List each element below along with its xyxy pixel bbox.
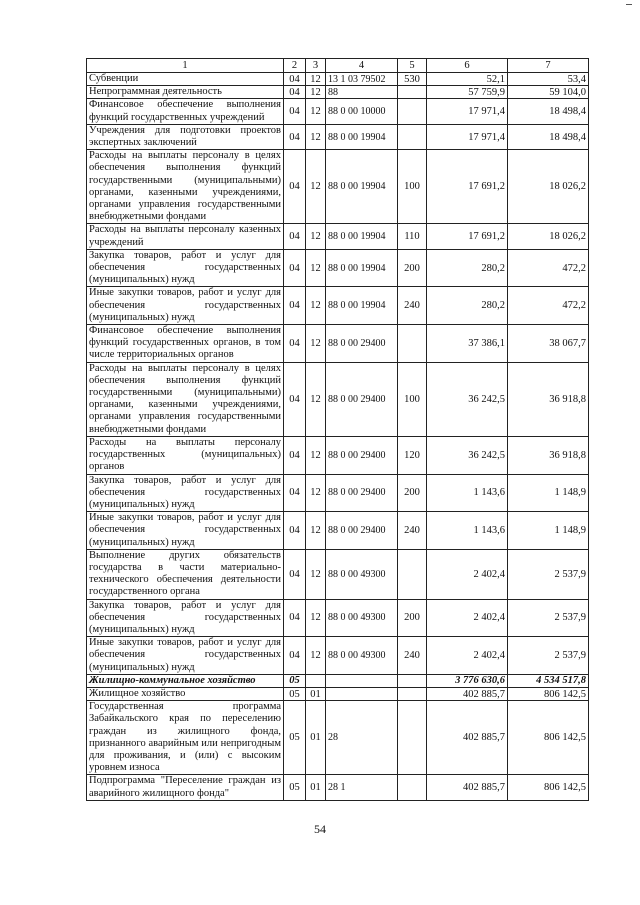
row-cell-c5: 200 xyxy=(398,249,427,287)
table-row xyxy=(87,86,589,99)
row-label: Государственная программа Забайкальского края по переселению граждан из жилищного фонда, признанного аварийным или непригодным для проживания, и (или) с высоким уровнем износа xyxy=(87,701,284,775)
row-cell-c4: 28 xyxy=(326,701,398,775)
row-cell-c7: 53,4 xyxy=(508,73,589,86)
row-cell-c5 xyxy=(398,99,427,124)
row-cell-c5: 110 xyxy=(398,224,427,249)
row-cell-c4: 88 0 00 29400 xyxy=(326,512,398,550)
row-cell-c6: 36 242,5 xyxy=(427,362,508,436)
row-cell-c7: 59 104,0 xyxy=(508,86,589,99)
row-cell-c2: 05 xyxy=(284,701,306,775)
table-row xyxy=(87,775,589,800)
row-cell-c6: 17 691,2 xyxy=(427,150,508,224)
row-label: Расходы на выплаты персоналу казенных учреждений xyxy=(87,224,284,249)
row-cell-c5: 100 xyxy=(398,150,427,224)
row-label: Финансовое обеспечение выполнения функций государственных учреждений xyxy=(87,99,284,124)
row-cell-c7: 2 537,9 xyxy=(508,599,589,637)
row-cell-c6: 402 885,7 xyxy=(427,775,508,800)
row-label: Расходы на выплаты персоналу в целях обеспечения выполнения функций государственными (муниципальными) органами, казенными учреждениями, органами управления государственными внебюджетными фондами xyxy=(87,150,284,224)
row-cell-c6: 37 386,1 xyxy=(427,325,508,363)
row-cell-c2: 04 xyxy=(284,474,306,512)
row-cell-c3: 12 xyxy=(306,99,326,124)
row-cell-c6: 17 971,4 xyxy=(427,99,508,124)
row-cell-c3: 12 xyxy=(306,86,326,99)
row-cell-c7: 18 026,2 xyxy=(508,150,589,224)
row-cell-c3: 12 xyxy=(306,124,326,149)
row-cell-c2: 04 xyxy=(284,549,306,599)
row-cell-c3: 12 xyxy=(306,249,326,287)
row-cell-c5: 240 xyxy=(398,512,427,550)
row-label: Субвенции xyxy=(87,73,284,86)
row-cell-c6: 57 759,9 xyxy=(427,86,508,99)
col-header: 2 xyxy=(284,59,306,73)
row-cell-c4: 88 0 00 49300 xyxy=(326,599,398,637)
col-header: 6 xyxy=(427,59,508,73)
row-cell-c7: 18 498,4 xyxy=(508,99,589,124)
table-body xyxy=(87,73,589,801)
col-header: 1 xyxy=(87,59,284,73)
row-cell-c5 xyxy=(398,687,427,700)
row-cell-c7: 1 148,9 xyxy=(508,512,589,550)
row-cell-c2: 04 xyxy=(284,150,306,224)
row-cell-c2: 04 xyxy=(284,637,306,675)
row-label: Учреждения для подготовки проектов экспертных заключений xyxy=(87,124,284,149)
row-cell-c4: 88 xyxy=(326,86,398,99)
row-label: Иные закупки товаров, работ и услуг для обеспечения государственных (муниципальных) нужд xyxy=(87,287,284,325)
table-header xyxy=(87,59,589,73)
row-cell-c3: 12 xyxy=(306,512,326,550)
row-cell-c6: 402 885,7 xyxy=(427,687,508,700)
row-cell-c4 xyxy=(326,687,398,700)
row-cell-c7: 38 067,7 xyxy=(508,325,589,363)
table-row xyxy=(87,474,589,512)
row-cell-c3: 12 xyxy=(306,150,326,224)
row-cell-c6: 52,1 xyxy=(427,73,508,86)
row-label: Жилищно-коммунальное хозяйство xyxy=(87,674,284,687)
row-label: Расходы на выплаты персоналу государственных (муниципальных) органов xyxy=(87,436,284,474)
row-cell-c3: 12 xyxy=(306,287,326,325)
row-cell-c6: 36 242,5 xyxy=(427,436,508,474)
row-cell-c4: 13 1 03 79502 xyxy=(326,73,398,86)
row-cell-c5: 240 xyxy=(398,637,427,675)
page-number: 54 xyxy=(314,822,326,836)
row-cell-c5: 100 xyxy=(398,362,427,436)
row-cell-c5 xyxy=(398,549,427,599)
row-cell-c5: 200 xyxy=(398,474,427,512)
row-cell-c2: 04 xyxy=(284,287,306,325)
col-header: 5 xyxy=(398,59,427,73)
table-row xyxy=(87,674,589,687)
row-cell-c6: 2 402,4 xyxy=(427,599,508,637)
row-cell-c7: 1 148,9 xyxy=(508,474,589,512)
row-label: Подпрограмма "Переселение граждан из аварийного жилищного фонда" xyxy=(87,775,284,800)
row-label: Жилищное хозяйство xyxy=(87,687,284,700)
row-cell-c3: 12 xyxy=(306,436,326,474)
row-cell-c7: 18 026,2 xyxy=(508,224,589,249)
table-row xyxy=(87,287,589,325)
row-cell-c5 xyxy=(398,86,427,99)
row-cell-c6: 280,2 xyxy=(427,287,508,325)
row-cell-c6: 2 402,4 xyxy=(427,637,508,675)
row-cell-c7: 4 534 517,8 xyxy=(508,674,589,687)
row-cell-c2: 04 xyxy=(284,249,306,287)
col-header: 7 xyxy=(508,59,589,73)
row-cell-c7: 806 142,5 xyxy=(508,775,589,800)
row-cell-c2: 04 xyxy=(284,124,306,149)
row-cell-c7: 2 537,9 xyxy=(508,549,589,599)
table-row xyxy=(87,224,589,249)
row-label: Иные закупки товаров, работ и услуг для обеспечения государственных (муниципальных) нужд xyxy=(87,637,284,675)
table-row xyxy=(87,637,589,675)
row-cell-c4: 88 0 00 29400 xyxy=(326,362,398,436)
row-label: Финансовое обеспечение выполнения функций государственных органов, в том числе территориальных органов xyxy=(87,325,284,363)
row-cell-c5 xyxy=(398,674,427,687)
row-label: Выполнение других обязательств государства в части материально-технического обеспечения деятельности государственного органа xyxy=(87,549,284,599)
row-cell-c4: 88 0 00 49300 xyxy=(326,637,398,675)
col-header: 3 xyxy=(306,59,326,73)
row-label: Закупка товаров, работ и услуг для обеспечения государственных (муниципальных) нужд xyxy=(87,474,284,512)
row-cell-c3: 12 xyxy=(306,325,326,363)
row-cell-c4: 88 0 00 19904 xyxy=(326,124,398,149)
row-cell-c6: 17 971,4 xyxy=(427,124,508,149)
row-cell-c3: 12 xyxy=(306,637,326,675)
row-cell-c5 xyxy=(398,701,427,775)
row-cell-c6: 280,2 xyxy=(427,249,508,287)
table-row xyxy=(87,73,589,86)
row-cell-c4: 28 1 xyxy=(326,775,398,800)
row-cell-c5 xyxy=(398,325,427,363)
col-header: 4 xyxy=(326,59,398,73)
row-cell-c7: 2 537,9 xyxy=(508,637,589,675)
table-row xyxy=(87,436,589,474)
row-cell-c6: 1 143,6 xyxy=(427,512,508,550)
row-cell-c3: 01 xyxy=(306,701,326,775)
row-cell-c4 xyxy=(326,674,398,687)
row-cell-c5: 530 xyxy=(398,73,427,86)
row-cell-c6: 402 885,7 xyxy=(427,701,508,775)
row-cell-c5 xyxy=(398,775,427,800)
row-cell-c3: 01 xyxy=(306,775,326,800)
row-cell-c2: 05 xyxy=(284,775,306,800)
row-cell-c2: 04 xyxy=(284,599,306,637)
row-cell-c5: 240 xyxy=(398,287,427,325)
row-cell-c4: 88 0 00 19904 xyxy=(326,249,398,287)
row-cell-c7: 806 142,5 xyxy=(508,687,589,700)
row-cell-c4: 88 0 00 49300 xyxy=(326,549,398,599)
row-cell-c4: 88 0 00 29400 xyxy=(326,436,398,474)
row-cell-c2: 04 xyxy=(284,362,306,436)
row-cell-c7: 472,2 xyxy=(508,249,589,287)
row-cell-c4: 88 0 00 19904 xyxy=(326,224,398,249)
row-cell-c5: 200 xyxy=(398,599,427,637)
row-cell-c4: 88 0 00 10000 xyxy=(326,99,398,124)
budget-table xyxy=(86,58,589,801)
row-cell-c3 xyxy=(306,674,326,687)
row-cell-c5: 120 xyxy=(398,436,427,474)
table-row xyxy=(87,701,589,775)
row-cell-c3: 12 xyxy=(306,549,326,599)
row-cell-c7: 18 498,4 xyxy=(508,124,589,149)
row-cell-c6: 17 691,2 xyxy=(427,224,508,249)
row-cell-c3: 12 xyxy=(306,474,326,512)
row-cell-c4: 88 0 00 19904 xyxy=(326,150,398,224)
row-cell-c2: 04 xyxy=(284,436,306,474)
row-cell-c7: 36 918,8 xyxy=(508,436,589,474)
row-cell-c2: 04 xyxy=(284,86,306,99)
row-cell-c7: 806 142,5 xyxy=(508,701,589,775)
row-label: Расходы на выплаты персоналу в целях обеспечения выполнения функций государственными (муниципальными) органами, казенными учреждениями, органами управления государственными внебюджетными фондами xyxy=(87,362,284,436)
scan-mark xyxy=(626,4,632,5)
table-row xyxy=(87,512,589,550)
row-label: Закупка товаров, работ и услуг для обеспечения государственных (муниципальных) нужд xyxy=(87,249,284,287)
row-cell-c4: 88 0 00 29400 xyxy=(326,474,398,512)
row-cell-c7: 36 918,8 xyxy=(508,362,589,436)
table-row xyxy=(87,150,589,224)
table-row xyxy=(87,249,589,287)
row-cell-c3: 12 xyxy=(306,73,326,86)
row-cell-c4: 88 0 00 29400 xyxy=(326,325,398,363)
table-row xyxy=(87,599,589,637)
row-cell-c6: 1 143,6 xyxy=(427,474,508,512)
row-cell-c2: 05 xyxy=(284,687,306,700)
row-cell-c2: 04 xyxy=(284,99,306,124)
row-label: Закупка товаров, работ и услуг для обеспечения государственных (муниципальных) нужд xyxy=(87,599,284,637)
row-cell-c3: 12 xyxy=(306,224,326,249)
row-cell-c2: 05 xyxy=(284,674,306,687)
table-row xyxy=(87,362,589,436)
table-row xyxy=(87,124,589,149)
row-cell-c7: 472,2 xyxy=(508,287,589,325)
row-cell-c2: 04 xyxy=(284,325,306,363)
table-row xyxy=(87,99,589,124)
row-cell-c6: 3 776 630,6 xyxy=(427,674,508,687)
row-cell-c2: 04 xyxy=(284,73,306,86)
row-label: Непрограммная деятельность xyxy=(87,86,284,99)
row-cell-c3: 12 xyxy=(306,599,326,637)
row-cell-c2: 04 xyxy=(284,224,306,249)
row-cell-c5 xyxy=(398,124,427,149)
table-row xyxy=(87,549,589,599)
row-cell-c3: 01 xyxy=(306,687,326,700)
row-label: Иные закупки товаров, работ и услуг для обеспечения государственных (муниципальных) нужд xyxy=(87,512,284,550)
row-cell-c2: 04 xyxy=(284,512,306,550)
table-row xyxy=(87,687,589,700)
row-cell-c3: 12 xyxy=(306,362,326,436)
row-cell-c4: 88 0 00 19904 xyxy=(326,287,398,325)
table-row xyxy=(87,325,589,363)
row-cell-c6: 2 402,4 xyxy=(427,549,508,599)
